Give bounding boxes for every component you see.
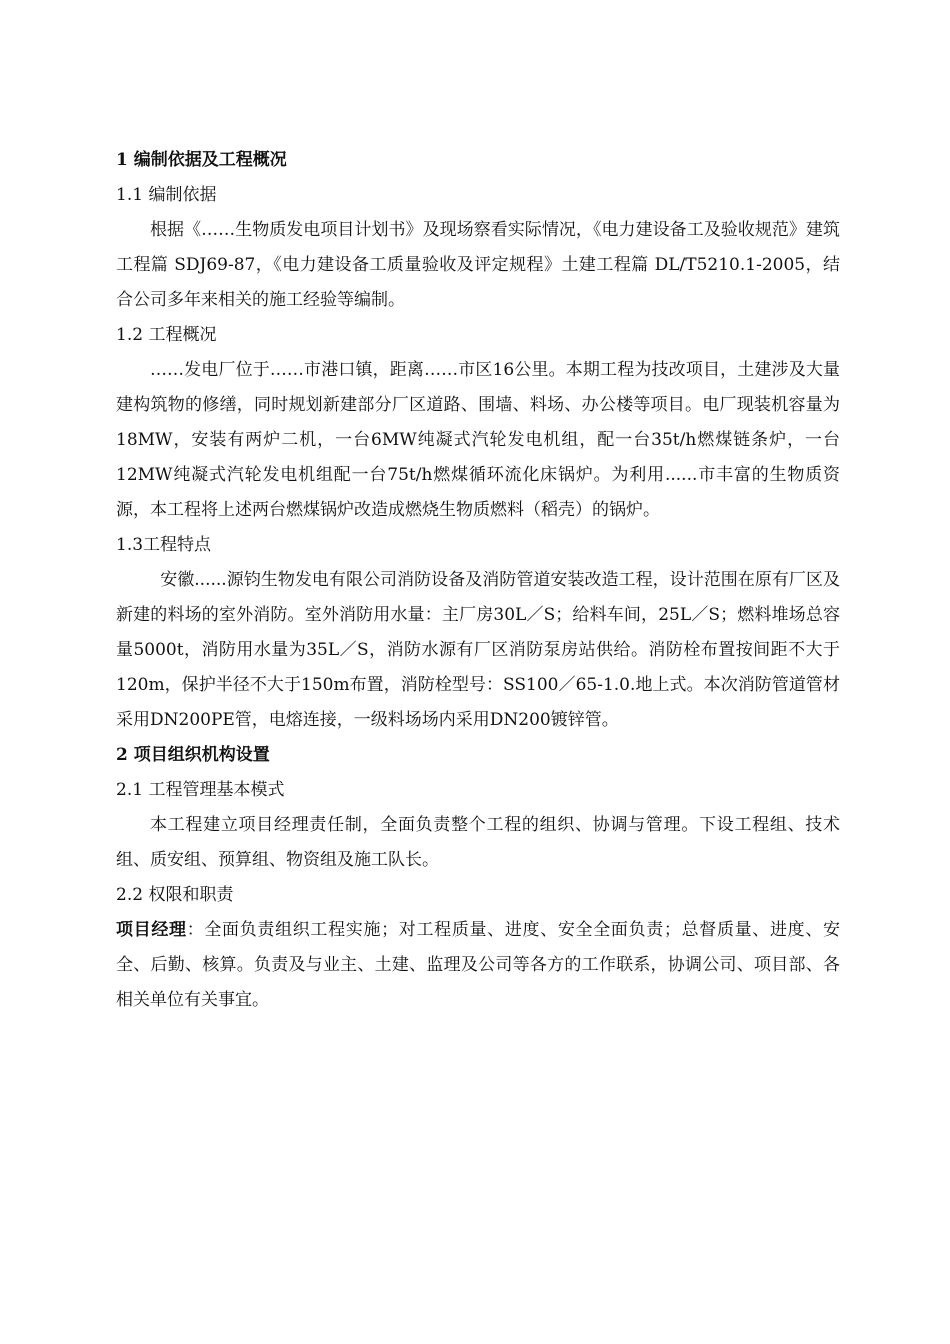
- section-1-1-heading: 1.1 编制依据: [116, 185, 217, 205]
- section-1-1-paragraph: 根据《……生物质发电项目计划书》及现场察看实际情况，《电力建设备工及验收规范》建筑工程篇 SDJ69-87，《电力建设备工质量验收及评定规程》土建工程篇 DL/T5210.1-2005，结合公司多年来相关的施工经验等编制。: [116, 220, 840, 310]
- section-1-3-paragraph: 安徽......源钧生物发电有限公司消防设备及消防管道安装改造工程，设计范围在原有厂区及新建的料场的室外消防。室外消防用水量：主厂房30L／S；给料车间，25L／S；燃料堆场总容量5000t，消防用水量为35L／S，消防水源有厂区消防泵房站供给。消防栓布置按间距不大于120m，保护半径不大于150m布置，消防栓型号：SS100／65-1.0.地上式。本次消防管道管材采用DN200PE管，电熔连接，一级料场场内采用DN200镀锌管。: [116, 570, 840, 730]
- section-2-1-heading: 2.1 工程管理基本模式: [116, 780, 285, 800]
- section-2-heading: 2 项目组织机构设置: [116, 745, 270, 765]
- section-1-heading: 1 编制依据及工程概况: [116, 150, 287, 170]
- section-2-1-paragraph: 本工程建立项目经理责任制，全面负责整个工程的组织、协调与管理。下设工程组、技术组、质安组、预算组、物资组及施工队长。: [116, 815, 840, 870]
- section-1-3-heading: 1.3工程特点: [116, 535, 212, 555]
- document-body: [116, 143, 840, 1018]
- section-1-2-heading: 1.2 工程概况: [116, 325, 217, 345]
- section-2-2-heading: 2.2 权限和职责: [116, 885, 234, 905]
- section-2-2-paragraph: [116, 913, 840, 1018]
- project-manager-duties: ：全面负责组织工程实施；对工程质量、进度、安全全面负责；总督质量、进度、安全、后勤、核算。负责及与业主、土建、监理及公司等各方的工作联系，协调公司、项目部、各相关单位有关事宜。: [116, 920, 841, 1010]
- project-manager-label: 项目经理: [116, 920, 187, 940]
- section-1-2-paragraph: ……发电厂位于……市港口镇，距离……市区16公里。本期工程为技改项目，土建涉及大量建构筑物的修缮，同时规划新建部分厂区道路、围墙、料场、办公楼等项目。电厂现装机容量为18MW，安装有两炉二机，一台6MW纯凝式汽轮发电机组，配一台35t/h燃煤链条炉，一台12MW纯凝式汽轮发电机组配一台75t/h燃煤循环流化床锅炉。为利用......市丰富的生物质资源，本工程将上述两台燃煤锅炉改造成燃烧生物质燃料（稻壳）的锅炉。: [116, 360, 840, 520]
